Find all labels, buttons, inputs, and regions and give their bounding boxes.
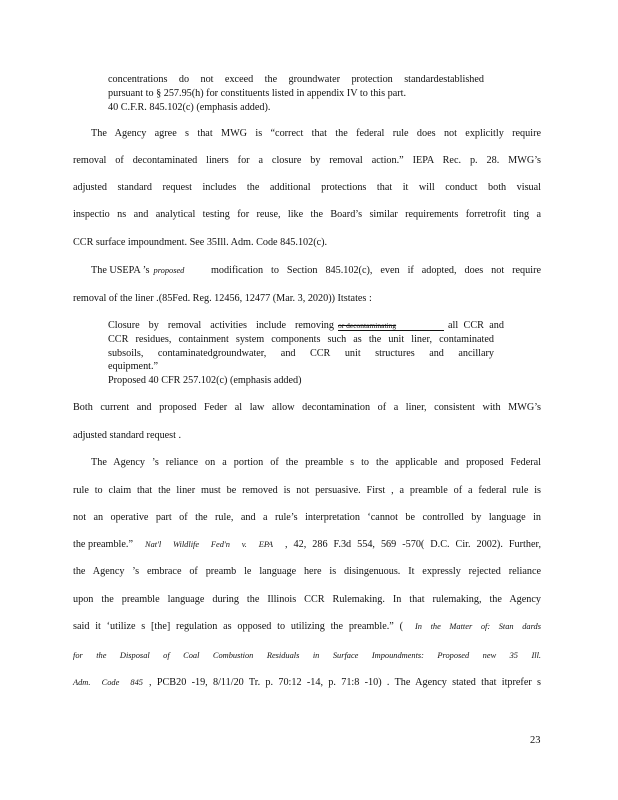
paragraph-4-line-9 xyxy=(73,677,541,689)
paragraph-4-line-9-end: , PCB20 -19, 8/11/20 Tr. p. 70:12 -14, p. 71:8 -10) . The Agency stated that itprefer s xyxy=(149,677,541,688)
block-quote-2-line-3: subsoils, contaminatedgroundwater, and CCR unit structures and ancillary xyxy=(108,348,494,359)
block-quote-2-line-1-start: Closure by removal activities include removing xyxy=(108,320,334,331)
paragraph-4-line-4 xyxy=(73,539,541,551)
paragraph-2-line-1 xyxy=(91,265,541,277)
matter-citation-italic-3: Adm. Code 845 xyxy=(73,678,143,687)
paragraph-2-italic-proposed: proposed xyxy=(153,266,185,275)
block-quote-1-line-1 xyxy=(108,74,484,86)
strikethrough-text: or decontaminating xyxy=(338,321,397,330)
paragraph-4-line-4-start: the preamble.” xyxy=(73,539,133,550)
paragraph-4-line-5: the Agency ’s embrace of preamb le language here is disingenuous. It expressly rejected reliance xyxy=(73,566,541,577)
paragraph-1-line-5: CCR surface impoundment. See 35Ill. Adm. Code 845.102(c). xyxy=(73,237,328,248)
strikethrough-deletion xyxy=(338,320,444,331)
paragraph-4-line-6: upon the preamble language during the Illinois CCR Rulemaking. In that rulemaking, the Agency xyxy=(73,594,541,605)
paragraph-4-line-7-start: said it ‘utilize s [the] regulation as opposed to utilizing the preamble.” ( xyxy=(73,621,403,632)
block-quote-2-line-5: Proposed 40 CFR 257.102(c) (emphasis added) xyxy=(108,375,302,386)
paragraph-3-line-2: adjusted standard request . xyxy=(73,430,182,441)
paragraph-2-line-1-start: The USEPA ’s xyxy=(91,265,150,276)
block-quote-1-line-1-text: concentrations do not exceed the groundwater protection standardestablished xyxy=(108,74,484,85)
block-quote-2-line-4: equipment.” xyxy=(108,361,159,372)
block-quote-2-line-2: CCR residues, containment system components such as the unit liner, contaminated xyxy=(108,334,494,345)
paragraph-4-line-1: The Agency ’s reliance on a portion of the preamble s to the applicable and proposed Federal xyxy=(91,457,541,468)
block-quote-1-line-3: 40 C.F.R. 845.102(c) (emphasis added). xyxy=(108,102,271,113)
paragraph-1-line-4: inspectio ns and analytical testing for reuse, like the Board’s similar requirements forretrofit ting a xyxy=(73,209,541,220)
paragraph-4-line-3: not an operative part of the rule, and a rule’s interpretation ‘cannot be controlled by language in xyxy=(73,512,541,523)
paragraph-1-line-1: The Agency agree s that MWG is “correct that the federal rule does not explicitly require xyxy=(91,128,541,139)
case-citation-italic: Nat'l Wildlife Fed'n v. EPA xyxy=(144,540,273,549)
paragraph-4-line-7 xyxy=(73,621,541,633)
matter-citation-italic-2: for the Disposal of Coal Combustion Residuals in Surface Impoundments: Proposed new 35 Ill. xyxy=(73,651,541,660)
matter-citation-italic-1: In the Matter of: Stan dards xyxy=(415,622,541,631)
paragraph-2-line-2: removal of the liner .(85Fed. Reg. 12456, 12477 (Mar. 3, 2020)) Itstates : xyxy=(73,293,372,304)
paragraph-2-line-1-end: modification to Section 845.102(c), even if adopted, does not require xyxy=(211,265,541,276)
paragraph-3-line-1: Both current and proposed Feder al law allow decontamination of a liner, consistent with MWG’s xyxy=(73,402,541,413)
paragraph-4-line-4-end: , 42, 286 F.3d 554, 569 -570( D.C. Cir. 2002). Further, xyxy=(285,539,541,550)
block-quote-2-line-1-end: all CCR and xyxy=(448,320,504,331)
block-quote-2-line-1 xyxy=(108,320,504,332)
paragraph-1-line-2: removal of decontaminated liners for a closure by removal action.” IEPA Rec. p. 28. MWG’s xyxy=(73,155,541,166)
paragraph-2-line-1-rest xyxy=(154,265,542,277)
paragraph-1-line-3: adjusted standard request includes the additional protections that it will conduct both visual xyxy=(73,182,541,193)
page-number: 23 xyxy=(530,735,541,746)
paragraph-4-line-2: rule to claim that the liner must be removed is not persuasive. First , a preamble of a federal rule is xyxy=(73,485,541,496)
block-quote-1-line-2: pursuant to § 257.95(h) for constituents listed in appendix IV to this part. xyxy=(108,88,407,99)
